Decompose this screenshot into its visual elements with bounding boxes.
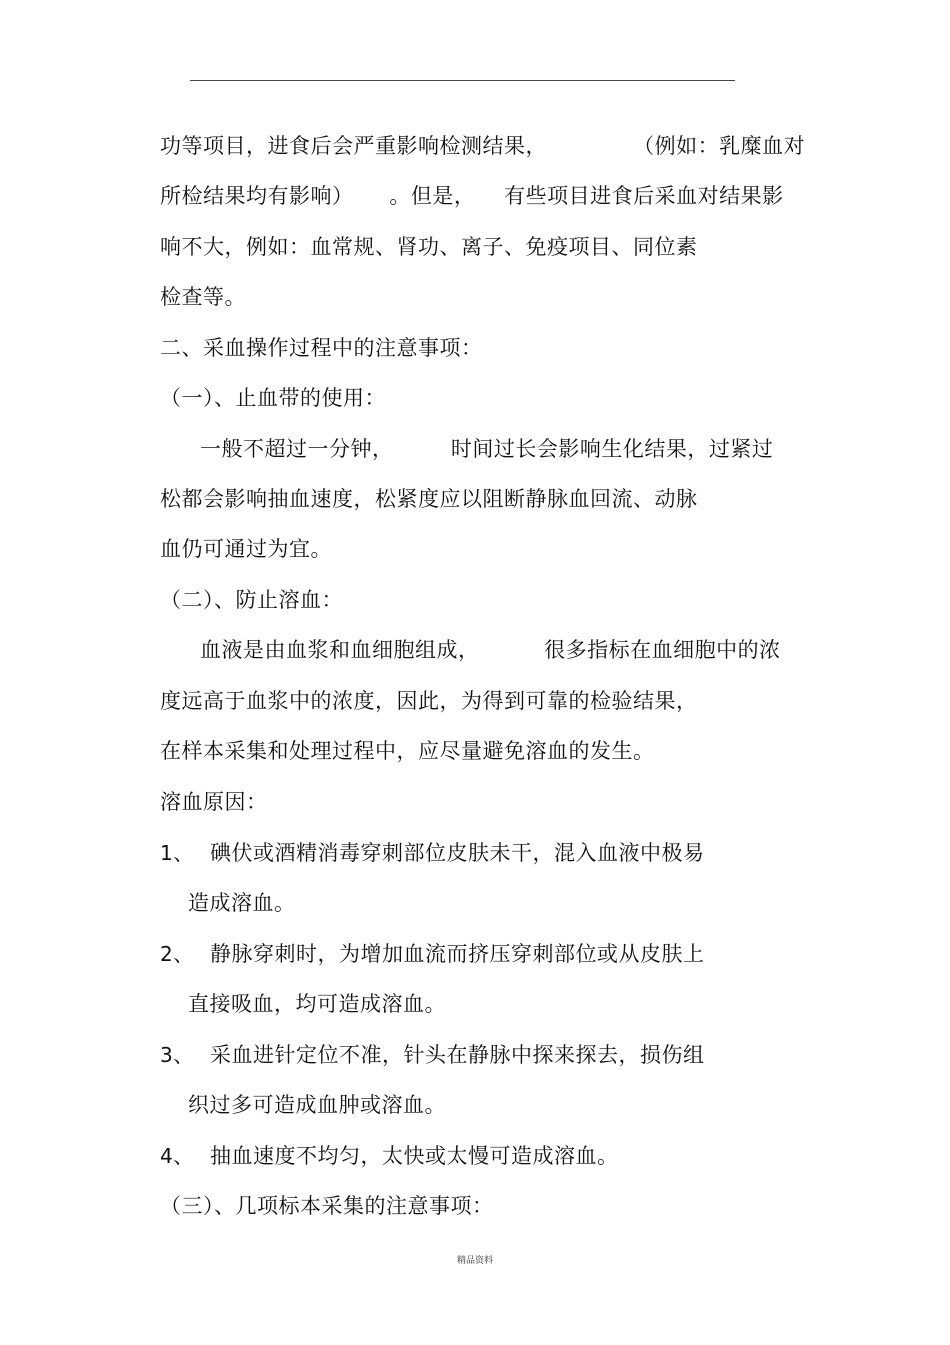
list-number: 3、: [160, 1043, 194, 1067]
paragraph-line: 在样本采集和处理过程中，应尽量避免溶血的发生。: [160, 739, 655, 763]
paragraph-line: 一般不超过一分钟， 时间过长会影响生化结果，过紧过: [200, 437, 774, 461]
paragraph-line: 度远高于血浆中的浓度，因此，为得到可靠的检验结果，: [160, 689, 698, 713]
list-item-text: 造成溶血。: [188, 891, 296, 915]
list-item-text: 直接吸血，均可造成溶血。: [188, 992, 446, 1016]
list-item-text: 织过多可造成血肿或溶血。: [188, 1093, 446, 1117]
paragraph-line: 功等项目，进食后会严重影响检测结果， （例如：乳糜血对: [160, 134, 806, 158]
list-item-text: 碘伏或酒精消毒穿刺部位皮肤未干，混入血液中极易: [210, 841, 705, 865]
list-item-text: 采血进针定位不准，针头在静脉中探来探去，损伤组: [210, 1043, 705, 1067]
header-rule: [190, 80, 735, 81]
list-item-text: 静脉穿刺时，为增加血流而挤压穿刺部位或从皮肤上: [210, 942, 705, 966]
subsection-heading: （二）、防止溶血：: [160, 588, 343, 612]
list-item-text: 抽血速度不均匀，太快或太慢可造成溶血。: [210, 1144, 619, 1168]
paragraph-line: 响不大，例如：血常规、肾功、离子、免疫项目、同位素: [160, 235, 698, 259]
list-number: 4、: [160, 1144, 194, 1168]
page-footer: 精品资料: [456, 1256, 493, 1266]
paragraph-line: 溶血原因：: [160, 790, 268, 814]
paragraph-line: 血液是由血浆和血细胞组成， 很多指标在血细胞中的浓: [200, 638, 781, 662]
subsection-heading: （三）、几项标本采集的注意事项：: [160, 1194, 494, 1218]
paragraph-line: 所检结果均有影响） 。但是， 有些项目进食后采血对结果影: [160, 184, 784, 208]
paragraph-line: 松都会影响抽血速度，松紧度应以阻断静脉血回流、动脉: [160, 487, 698, 511]
list-number: 1、: [160, 841, 194, 865]
paragraph-line: 血仍可通过为宜。: [160, 537, 332, 561]
list-number: 2、: [160, 942, 194, 966]
paragraph-line: 检查等。: [160, 285, 246, 309]
section-heading: 二、采血操作过程中的注意事项：: [160, 336, 483, 360]
subsection-heading: （一）、止血带的使用：: [160, 386, 386, 410]
